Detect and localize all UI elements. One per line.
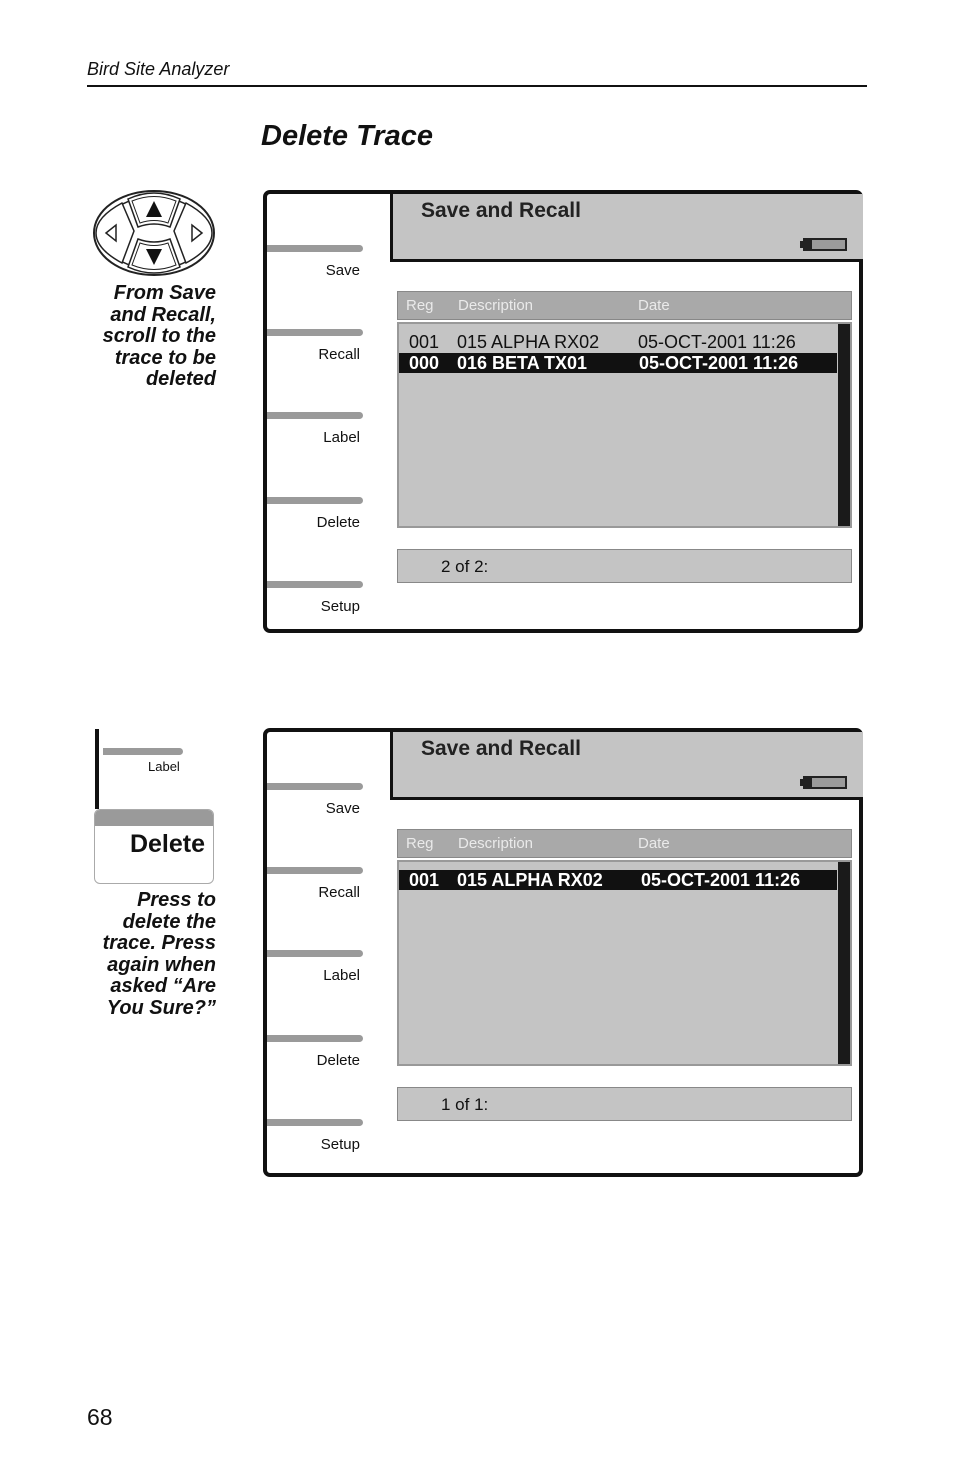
column-header-description: Description [458, 835, 534, 852]
delete-key-label: Delete [129, 830, 205, 858]
softkey-label: Save [325, 262, 360, 279]
caption-line: deleted [145, 368, 216, 390]
column-header-date: Date [638, 835, 670, 852]
label-key-bar [103, 748, 183, 755]
row-description: 015 ALPHA RX02 [457, 870, 603, 890]
column-header-reg: Reg [406, 835, 434, 852]
softkey-label[interactable] [267, 412, 363, 452]
status-text: 1 of 1: [441, 1095, 489, 1114]
caption-line: trace. Press [102, 932, 216, 954]
battery-icon [803, 238, 847, 251]
column-header-reg: Reg [406, 297, 434, 314]
softkey-label[interactable] [267, 950, 363, 990]
row-reg: 000 [409, 353, 440, 373]
list-header [397, 291, 852, 320]
caption-delete-instruction [86, 890, 216, 1019]
caption-line: and Recall, [110, 303, 216, 326]
softkey-delete[interactable] [267, 1035, 363, 1075]
softkey-label: Recall [318, 346, 360, 363]
analyzer-screen-before [263, 190, 863, 633]
row-date: 05-OCT-2001 11:26 [641, 870, 801, 890]
softkey-label: Save [325, 800, 360, 817]
scrollbar[interactable] [838, 324, 850, 526]
softkey-label: Delete [316, 1052, 360, 1069]
row-date: 05-OCT-2001 11:26 [638, 332, 796, 352]
row-description: 015 ALPHA RX02 [457, 332, 600, 352]
softkey-label: Delete [316, 514, 360, 531]
list-header [397, 829, 852, 858]
softkey-label: Setup [320, 1136, 360, 1153]
analyzer-screen-after [263, 728, 863, 1177]
softkey-label: Recall [318, 884, 360, 901]
column-header-date: Date [638, 297, 670, 314]
status-bar [397, 1087, 852, 1121]
trace-list[interactable] [397, 322, 852, 528]
battery-icon [803, 776, 847, 789]
caption-line: delete the [122, 910, 216, 933]
softkey-recall[interactable] [267, 329, 363, 369]
caption-line: asked “Are [110, 975, 216, 997]
list-item-selected[interactable] [399, 870, 837, 890]
caption-scroll-instruction [86, 283, 216, 391]
caption-line: trace to be [114, 346, 216, 369]
status-text: 2 of 2: [441, 557, 489, 576]
row-reg: 001 [409, 332, 440, 352]
screen-title: Save and Recall [421, 199, 581, 222]
running-header: Bird Site Analyzer [87, 59, 230, 79]
list-item-selected[interactable] [399, 353, 837, 373]
softkey-recall[interactable] [267, 867, 363, 907]
row-date: 05-OCT-2001 11:26 [639, 353, 799, 373]
screen-title-area [390, 194, 863, 262]
caption-line: Press to [137, 889, 216, 911]
caption-line: You Sure?” [106, 996, 216, 1019]
navigation-pad-icon [92, 189, 216, 277]
row-description: 016 BETA TX01 [457, 353, 588, 373]
softkey-label: Setup [320, 598, 360, 615]
softkey-save[interactable] [267, 783, 363, 823]
softkey-label-text: Label [323, 967, 360, 984]
softkey-setup[interactable] [267, 1119, 363, 1159]
caption-line: again when [107, 953, 216, 976]
page-number: 68 [87, 1404, 113, 1430]
label-key-text: Label [148, 759, 180, 774]
section-title: Delete Trace [261, 120, 433, 152]
softkey-label-text: Label [323, 429, 360, 446]
softkey-delete[interactable] [267, 497, 363, 537]
row-reg: 001 [409, 870, 440, 890]
column-header-description: Description [458, 297, 534, 314]
list-item[interactable] [399, 332, 837, 352]
trace-list[interactable] [397, 860, 852, 1066]
delete-key-button[interactable] [94, 809, 214, 884]
key-frame [95, 729, 99, 809]
header-rule [87, 85, 867, 87]
status-bar [397, 549, 852, 583]
delete-key-bar [95, 810, 213, 826]
scrollbar[interactable] [838, 862, 850, 1064]
caption-line: From Save [113, 282, 216, 304]
screen-title: Save and Recall [421, 737, 581, 760]
screen-title-area [390, 732, 863, 800]
softkey-save[interactable] [267, 245, 363, 285]
caption-line: scroll to the [102, 325, 216, 347]
softkey-setup[interactable] [267, 581, 363, 621]
